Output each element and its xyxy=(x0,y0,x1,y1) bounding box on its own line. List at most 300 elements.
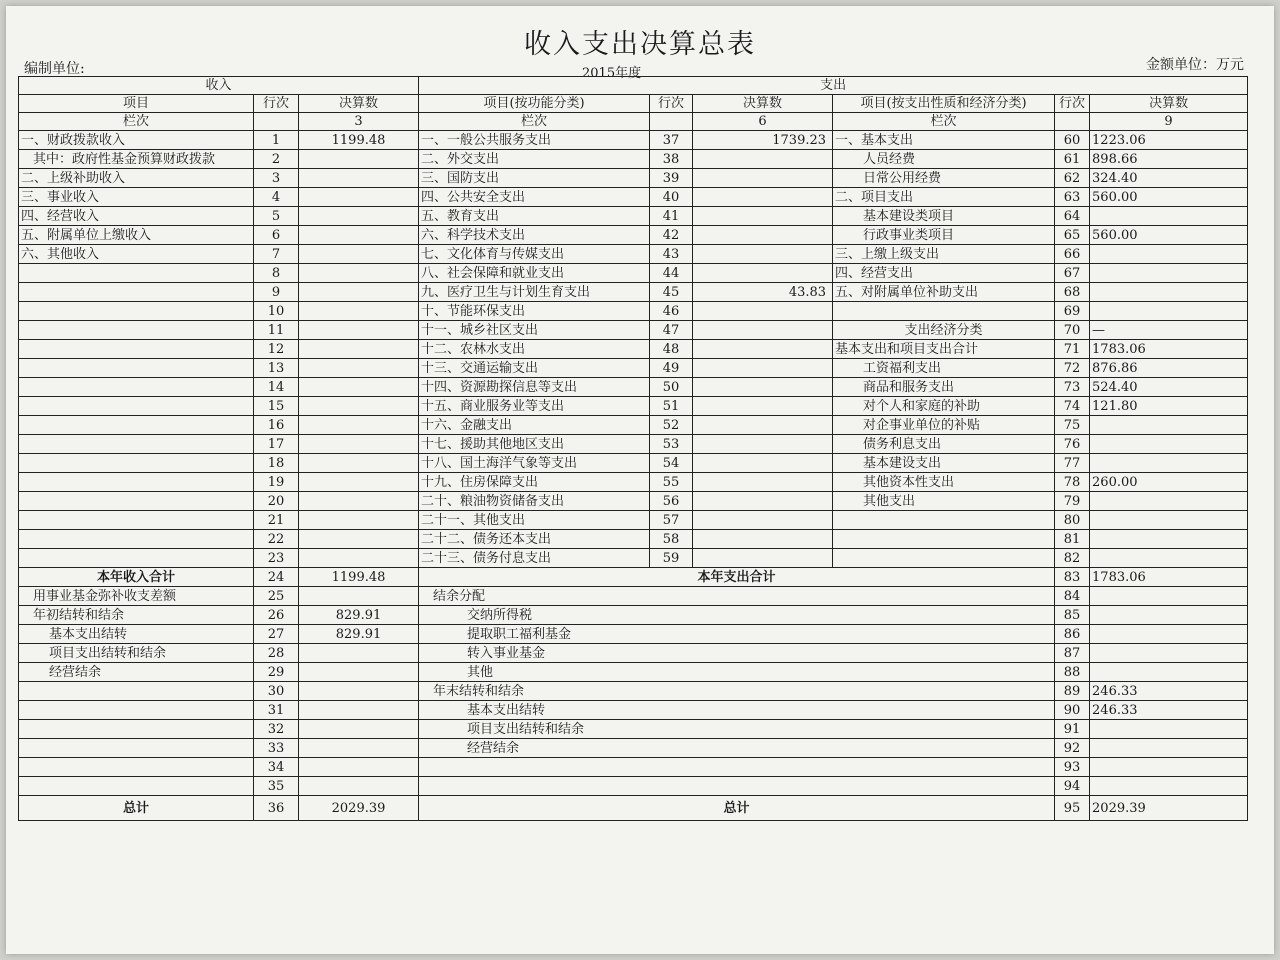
econ-expense-item: 对个人和家庭的补助 xyxy=(833,397,1055,416)
table-row xyxy=(19,397,1248,416)
econ-amount xyxy=(1090,777,1248,796)
table-row xyxy=(19,131,1248,150)
income-amount xyxy=(299,758,419,777)
surplus-item: 转入事业基金 xyxy=(419,644,1055,663)
col-header-amount: 决算数 xyxy=(693,95,833,113)
econ-row-no: 92 xyxy=(1055,739,1090,758)
table-row xyxy=(19,245,1248,264)
econ-amount xyxy=(1090,207,1248,226)
econ-row-no: 93 xyxy=(1055,758,1090,777)
income-row-no: 26 xyxy=(254,606,299,625)
grand-total-expense-label: 总计 xyxy=(419,796,1055,821)
func-expense-item: 八、社会保障和就业支出 xyxy=(419,264,650,283)
grand-total-income-amount: 2029.39 xyxy=(299,796,419,821)
table-row xyxy=(19,701,1248,720)
income-amount xyxy=(299,587,419,606)
income-item xyxy=(19,530,254,549)
grand-total-label: 总计 xyxy=(19,796,254,821)
col-header-amount: 决算数 xyxy=(1090,95,1248,113)
econ-expense-item: 基本建设支出 xyxy=(833,454,1055,473)
econ-amount xyxy=(1090,435,1248,454)
econ-row-no: 69 xyxy=(1055,302,1090,321)
econ-row-no: 71 xyxy=(1055,340,1090,359)
income-item xyxy=(19,283,254,302)
income-total-label: 本年收入合计 xyxy=(19,568,254,587)
income-amount xyxy=(299,549,419,568)
table-row xyxy=(19,435,1248,454)
col-header-amount: 决算数 xyxy=(299,95,419,113)
income-amount xyxy=(299,340,419,359)
surplus-item: 年末结转和结余 xyxy=(419,682,1055,701)
income-row-no: 18 xyxy=(254,454,299,473)
income-item xyxy=(19,397,254,416)
income-item: 六、其他收入 xyxy=(19,245,254,264)
func-row-no: 47 xyxy=(650,321,693,340)
func-row-no: 53 xyxy=(650,435,693,454)
grand-total-expense-amount: 2029.39 xyxy=(1090,796,1248,821)
section-header-row xyxy=(19,77,1248,95)
func-row-no: 41 xyxy=(650,207,693,226)
func-expense-item: 二十三、债务付息支出 xyxy=(419,549,650,568)
expense-total-label: 本年支出合计 xyxy=(419,568,1055,587)
table-row xyxy=(19,169,1248,188)
econ-expense-item xyxy=(833,302,1055,321)
func-expense-item: 十四、资源勘探信息等支出 xyxy=(419,378,650,397)
func-row-no: 40 xyxy=(650,188,693,207)
income-amount xyxy=(299,492,419,511)
income-row-no: 16 xyxy=(254,416,299,435)
income-item xyxy=(19,264,254,283)
income-amount xyxy=(299,359,419,378)
column-header-row xyxy=(19,95,1248,113)
col-header-item: 项目 xyxy=(19,95,254,113)
income-row-no: 3 xyxy=(254,169,299,188)
col-header-func-item: 项目(按功能分类) xyxy=(419,95,650,113)
func-row-no: 46 xyxy=(650,302,693,321)
col-header-row-no: 行次 xyxy=(254,95,299,113)
income-row-no: 21 xyxy=(254,511,299,530)
income-item: 一、财政拨款收入 xyxy=(19,131,254,150)
econ-amount: 560.00 xyxy=(1090,188,1248,207)
income-row-no: 17 xyxy=(254,435,299,454)
func-amount xyxy=(693,321,833,340)
table-row xyxy=(19,739,1248,758)
func-amount xyxy=(693,435,833,454)
income-amount: 1199.48 xyxy=(299,131,419,150)
income-item xyxy=(19,454,254,473)
econ-row-no: 72 xyxy=(1055,359,1090,378)
econ-expense-item: 行政事业类项目 xyxy=(833,226,1055,245)
income-item: 经营结余 xyxy=(19,663,254,682)
income-item xyxy=(19,435,254,454)
income-amount xyxy=(299,682,419,701)
income-amount xyxy=(299,739,419,758)
income-total-row-no: 24 xyxy=(254,568,299,587)
income-item: 年初结转和结余 xyxy=(19,606,254,625)
func-expense-item: 七、文化体育与传媒支出 xyxy=(419,245,650,264)
econ-amount xyxy=(1090,739,1248,758)
func-expense-item: 十六、金融支出 xyxy=(419,416,650,435)
econ-amount xyxy=(1090,492,1248,511)
income-amount xyxy=(299,397,419,416)
econ-amount xyxy=(1090,511,1248,530)
func-amount xyxy=(693,226,833,245)
income-amount: 829.91 xyxy=(299,606,419,625)
income-row-no: 10 xyxy=(254,302,299,321)
income-item: 用事业基金弥补收支差额 xyxy=(19,587,254,606)
econ-row-no: 80 xyxy=(1055,511,1090,530)
table-row xyxy=(19,207,1248,226)
func-row-no: 45 xyxy=(650,283,693,302)
econ-row-no: 88 xyxy=(1055,663,1090,682)
econ-amount: 121.80 xyxy=(1090,397,1248,416)
func-amount xyxy=(693,492,833,511)
table-row xyxy=(19,663,1248,682)
income-row-no: 15 xyxy=(254,397,299,416)
func-amount xyxy=(693,340,833,359)
table-row xyxy=(19,473,1248,492)
income-row-no: 19 xyxy=(254,473,299,492)
income-item: 项目支出结转和结余 xyxy=(19,644,254,663)
income-row-no: 11 xyxy=(254,321,299,340)
income-row-no: 25 xyxy=(254,587,299,606)
lanci-label: 栏次 xyxy=(419,113,650,131)
func-expense-item: 十三、交通运输支出 xyxy=(419,359,650,378)
econ-row-no: 61 xyxy=(1055,150,1090,169)
econ-amount: 876.86 xyxy=(1090,359,1248,378)
func-expense-item: 九、医疗卫生与计划生育支出 xyxy=(419,283,650,302)
table-row xyxy=(19,302,1248,321)
func-row-no: 54 xyxy=(650,454,693,473)
econ-amount xyxy=(1090,283,1248,302)
income-row-no: 27 xyxy=(254,625,299,644)
grand-total-expense-row-no: 95 xyxy=(1055,796,1090,821)
annual-total-row xyxy=(19,568,1248,587)
income-item xyxy=(19,701,254,720)
econ-expense-item: 三、上缴上级支出 xyxy=(833,245,1055,264)
econ-expense-item: 对企事业单位的补贴 xyxy=(833,416,1055,435)
econ-row-no: 78 xyxy=(1055,473,1090,492)
income-item: 四、经营收入 xyxy=(19,207,254,226)
func-row-no: 52 xyxy=(650,416,693,435)
func-expense-item: 十八、国土海洋气象等支出 xyxy=(419,454,650,473)
unit-label: 编制单位: xyxy=(24,61,85,77)
empty-cell xyxy=(1055,113,1090,131)
econ-row-no: 87 xyxy=(1055,644,1090,663)
income-amount xyxy=(299,644,419,663)
column-number: 6 xyxy=(693,113,833,131)
table-row xyxy=(19,587,1248,606)
econ-expense-item: 支出经济分类 xyxy=(833,321,1055,340)
income-section-header: 收入 xyxy=(19,77,419,95)
income-amount xyxy=(299,416,419,435)
surplus-item: 提取职工福利基金 xyxy=(419,625,1055,644)
income-row-no: 7 xyxy=(254,245,299,264)
func-row-no: 59 xyxy=(650,549,693,568)
func-row-no: 50 xyxy=(650,378,693,397)
expense-total-amount: 1783.06 xyxy=(1090,568,1248,587)
func-row-no: 57 xyxy=(650,511,693,530)
income-item: 三、事业收入 xyxy=(19,188,254,207)
econ-amount xyxy=(1090,720,1248,739)
empty-cell xyxy=(254,113,299,131)
func-amount xyxy=(693,378,833,397)
income-amount xyxy=(299,378,419,397)
col-header-econ-item: 项目(按支出性质和经济分类) xyxy=(833,95,1055,113)
econ-expense-item: 债务利息支出 xyxy=(833,435,1055,454)
table-row xyxy=(19,606,1248,625)
table-row xyxy=(19,150,1248,169)
table-row xyxy=(19,777,1248,796)
grand-total-row xyxy=(19,796,1248,821)
income-item: 其中：政府性基金预算财政拨款 xyxy=(19,150,254,169)
table-row xyxy=(19,359,1248,378)
income-amount xyxy=(299,150,419,169)
func-row-no: 55 xyxy=(650,473,693,492)
econ-amount xyxy=(1090,606,1248,625)
econ-expense-item: 四、经营支出 xyxy=(833,264,1055,283)
income-row-no: 32 xyxy=(254,720,299,739)
income-amount xyxy=(299,473,419,492)
econ-row-no: 85 xyxy=(1055,606,1090,625)
func-amount xyxy=(693,245,833,264)
econ-row-no: 68 xyxy=(1055,283,1090,302)
func-amount xyxy=(693,359,833,378)
econ-amount: 1223.06 xyxy=(1090,131,1248,150)
income-item xyxy=(19,473,254,492)
econ-amount xyxy=(1090,663,1248,682)
income-row-no: 28 xyxy=(254,644,299,663)
func-amount xyxy=(693,549,833,568)
econ-row-no: 91 xyxy=(1055,720,1090,739)
econ-amount xyxy=(1090,758,1248,777)
surplus-item: 基本支出结转 xyxy=(419,701,1055,720)
func-expense-item: 十九、住房保障支出 xyxy=(419,473,650,492)
econ-amount xyxy=(1090,587,1248,606)
econ-amount: 260.00 xyxy=(1090,473,1248,492)
income-item xyxy=(19,416,254,435)
econ-row-no: 82 xyxy=(1055,549,1090,568)
econ-expense-item: 五、对附属单位补助支出 xyxy=(833,283,1055,302)
income-item xyxy=(19,340,254,359)
income-amount xyxy=(299,226,419,245)
table-row xyxy=(19,264,1248,283)
income-amount xyxy=(299,511,419,530)
func-expense-item: 三、国防支出 xyxy=(419,169,650,188)
table-row xyxy=(19,644,1248,663)
table-row xyxy=(19,283,1248,302)
income-row-no: 29 xyxy=(254,663,299,682)
econ-amount: 324.40 xyxy=(1090,169,1248,188)
income-amount xyxy=(299,777,419,796)
econ-row-no: 79 xyxy=(1055,492,1090,511)
income-item xyxy=(19,720,254,739)
surplus-item: 结余分配 xyxy=(419,587,1055,606)
table-row xyxy=(19,625,1248,644)
income-item xyxy=(19,511,254,530)
func-expense-item: 十七、援助其他地区支出 xyxy=(419,435,650,454)
econ-row-no: 66 xyxy=(1055,245,1090,264)
func-expense-item: 十五、商业服务业等支出 xyxy=(419,397,650,416)
func-amount xyxy=(693,530,833,549)
income-row-no: 30 xyxy=(254,682,299,701)
func-expense-item: 二十、粮油物资储备支出 xyxy=(419,492,650,511)
econ-amount: 1783.06 xyxy=(1090,340,1248,359)
func-expense-item: 十二、农林水支出 xyxy=(419,340,650,359)
econ-row-no: 76 xyxy=(1055,435,1090,454)
econ-row-no: 94 xyxy=(1055,777,1090,796)
income-row-no: 6 xyxy=(254,226,299,245)
func-row-no: 42 xyxy=(650,226,693,245)
income-row-no: 4 xyxy=(254,188,299,207)
table-row xyxy=(19,758,1248,777)
income-item xyxy=(19,549,254,568)
income-item: 二、上级补助收入 xyxy=(19,169,254,188)
income-row-no: 20 xyxy=(254,492,299,511)
income-item: 五、附属单位上缴收入 xyxy=(19,226,254,245)
expense-total-row-no: 83 xyxy=(1055,568,1090,587)
econ-expense-item xyxy=(833,549,1055,568)
econ-row-no: 63 xyxy=(1055,188,1090,207)
surplus-item xyxy=(419,758,1055,777)
econ-row-no: 89 xyxy=(1055,682,1090,701)
func-expense-item: 十一、城乡社区支出 xyxy=(419,321,650,340)
func-amount xyxy=(693,207,833,226)
econ-row-no: 60 xyxy=(1055,131,1090,150)
econ-row-no: 90 xyxy=(1055,701,1090,720)
econ-amount: 246.33 xyxy=(1090,701,1248,720)
econ-row-no: 81 xyxy=(1055,530,1090,549)
func-row-no: 44 xyxy=(650,264,693,283)
econ-amount: 524.40 xyxy=(1090,378,1248,397)
econ-amount: 246.33 xyxy=(1090,682,1248,701)
econ-amount: — xyxy=(1090,321,1248,340)
econ-amount xyxy=(1090,454,1248,473)
econ-expense-item xyxy=(833,530,1055,549)
income-amount xyxy=(299,207,419,226)
func-amount xyxy=(693,397,833,416)
surplus-item: 交纳所得税 xyxy=(419,606,1055,625)
func-amount xyxy=(693,169,833,188)
func-amount xyxy=(693,150,833,169)
table-row xyxy=(19,378,1248,397)
income-row-no: 5 xyxy=(254,207,299,226)
income-item xyxy=(19,682,254,701)
func-expense-item: 二十一、其他支出 xyxy=(419,511,650,530)
fiscal-year: 2015年度 xyxy=(582,66,642,81)
col-header-row-no: 行次 xyxy=(1055,95,1090,113)
table-row xyxy=(19,682,1248,701)
grand-total-row-no: 36 xyxy=(254,796,299,821)
econ-row-no: 65 xyxy=(1055,226,1090,245)
income-row-no: 14 xyxy=(254,378,299,397)
econ-amount xyxy=(1090,644,1248,663)
econ-amount xyxy=(1090,416,1248,435)
econ-row-no: 64 xyxy=(1055,207,1090,226)
table-row xyxy=(19,720,1248,739)
col-header-row-no: 行次 xyxy=(650,95,693,113)
income-row-no: 8 xyxy=(254,264,299,283)
econ-amount xyxy=(1090,264,1248,283)
surplus-item: 项目支出结转和结余 xyxy=(419,720,1055,739)
econ-expense-item: 工资福利支出 xyxy=(833,359,1055,378)
income-item xyxy=(19,492,254,511)
income-row-no: 31 xyxy=(254,701,299,720)
income-amount xyxy=(299,454,419,473)
table-row xyxy=(19,226,1248,245)
income-row-no: 12 xyxy=(254,340,299,359)
econ-expense-item: 基本支出和项目支出合计 xyxy=(833,340,1055,359)
func-amount: 43.83 xyxy=(693,283,833,302)
expense-section-header: 支出 xyxy=(419,77,1248,95)
table-row xyxy=(19,454,1248,473)
lanci-label: 栏次 xyxy=(833,113,1055,131)
func-expense-item: 一、一般公共服务支出 xyxy=(419,131,650,150)
income-amount xyxy=(299,169,419,188)
econ-amount xyxy=(1090,530,1248,549)
econ-expense-item: 人员经费 xyxy=(833,150,1055,169)
econ-amount: 560.00 xyxy=(1090,226,1248,245)
func-amount xyxy=(693,264,833,283)
settlement-table xyxy=(18,76,1248,821)
econ-amount xyxy=(1090,302,1248,321)
income-item xyxy=(19,739,254,758)
income-row-no: 1 xyxy=(254,131,299,150)
amount-unit: 金额单位：万元 xyxy=(1146,57,1244,73)
func-expense-item: 十、节能环保支出 xyxy=(419,302,650,321)
income-amount xyxy=(299,264,419,283)
income-amount xyxy=(299,435,419,454)
income-amount xyxy=(299,530,419,549)
econ-amount: 898.66 xyxy=(1090,150,1248,169)
surplus-item xyxy=(419,777,1055,796)
income-item xyxy=(19,378,254,397)
income-row-no: 33 xyxy=(254,739,299,758)
func-row-no: 58 xyxy=(650,530,693,549)
surplus-item: 其他 xyxy=(419,663,1055,682)
table-row xyxy=(19,549,1248,568)
document-title: 收入支出决算总表 xyxy=(524,29,756,60)
econ-row-no: 77 xyxy=(1055,454,1090,473)
income-amount xyxy=(299,701,419,720)
econ-row-no: 73 xyxy=(1055,378,1090,397)
func-row-no: 43 xyxy=(650,245,693,264)
econ-row-no: 75 xyxy=(1055,416,1090,435)
func-amount xyxy=(693,454,833,473)
func-amount xyxy=(693,302,833,321)
table-row xyxy=(19,340,1248,359)
income-row-no: 34 xyxy=(254,758,299,777)
income-amount xyxy=(299,663,419,682)
income-row-no: 23 xyxy=(254,549,299,568)
column-number-row xyxy=(19,113,1248,131)
func-expense-item: 五、教育支出 xyxy=(419,207,650,226)
econ-amount xyxy=(1090,549,1248,568)
table-row xyxy=(19,416,1248,435)
income-amount xyxy=(299,188,419,207)
income-row-no: 22 xyxy=(254,530,299,549)
surplus-item: 经营结余 xyxy=(419,739,1055,758)
econ-expense-item xyxy=(833,511,1055,530)
func-row-no: 56 xyxy=(650,492,693,511)
income-item xyxy=(19,359,254,378)
income-item xyxy=(19,302,254,321)
func-expense-item: 二、外交支出 xyxy=(419,150,650,169)
income-amount xyxy=(299,245,419,264)
income-amount: 829.91 xyxy=(299,625,419,644)
income-item xyxy=(19,777,254,796)
column-number: 3 xyxy=(299,113,419,131)
